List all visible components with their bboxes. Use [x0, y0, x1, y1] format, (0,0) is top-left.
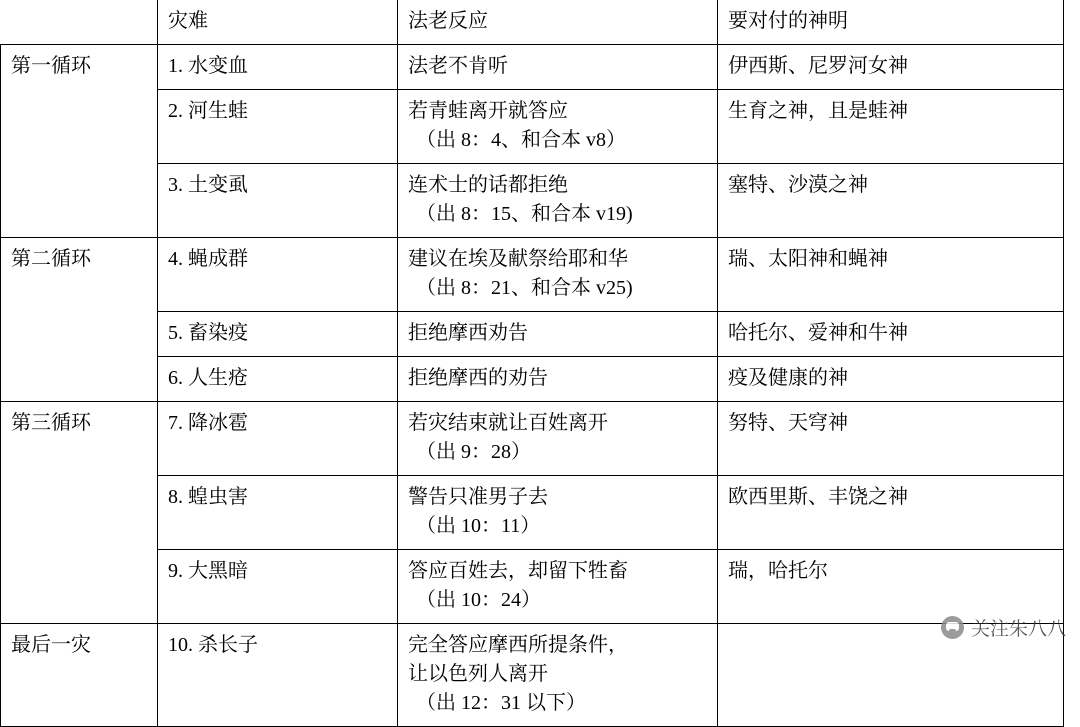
watermark	[941, 614, 1066, 641]
plague-name: 10. 杀长子	[158, 624, 398, 727]
cycle-label-third: 第三循环	[1, 402, 158, 624]
cycle-label-second: 第二循环	[1, 238, 158, 402]
deity-name: 疫及健康的神	[718, 357, 1064, 402]
deity-name: 努特、天穹神	[718, 402, 1064, 476]
reaction-line: 若青蛙离开就答应	[408, 100, 568, 122]
reaction-line: 连术士的话都拒绝	[408, 174, 568, 196]
plague-name: 5. 畜染疫	[158, 312, 398, 357]
pharaoh-reaction	[398, 45, 718, 90]
deity-name: 瑞，哈托尔	[718, 550, 1064, 624]
pharaoh-reaction	[398, 476, 718, 550]
table-row	[1, 357, 1064, 402]
plague-name: 6. 人生疮	[158, 357, 398, 402]
reaction-line: 法老不肯听	[408, 55, 508, 77]
plague-name: 7. 降冰雹	[158, 402, 398, 476]
pharaoh-reaction	[398, 238, 718, 312]
deity-name: 塞特、沙漠之神	[718, 164, 1064, 238]
reaction-line: 完全答应摩西所提条件，	[408, 634, 628, 656]
reaction-reference: （出 8：21、和合本 v25)	[416, 277, 633, 299]
reaction-line: 建议在埃及献祭给耶和华	[408, 248, 628, 270]
table-row	[1, 476, 1064, 550]
pharaoh-reaction	[398, 90, 718, 164]
plague-name: 3. 土变虱	[158, 164, 398, 238]
plague-name: 9. 大黑暗	[158, 550, 398, 624]
wechat-icon	[941, 616, 964, 639]
reaction-reference: （出 8：15、和合本 v19)	[416, 203, 633, 225]
table-row	[1, 402, 1064, 476]
pharaoh-reaction	[398, 312, 718, 357]
reaction-reference: （出 8：4、和合本 v8）	[416, 129, 626, 151]
reaction-line: 若灾结束就让百姓离开	[408, 412, 608, 434]
deity-name: 伊西斯、尼罗河女神	[718, 45, 1064, 90]
reaction-reference: （出 9：28）	[416, 441, 531, 463]
table-row	[1, 238, 1064, 312]
plague-name: 2. 河生蛙	[158, 90, 398, 164]
plague-name: 1. 水变血	[158, 45, 398, 90]
reaction-line: 拒绝摩西劝告	[408, 322, 528, 344]
table-row	[1, 550, 1064, 624]
table-row	[1, 164, 1064, 238]
reaction-line: 让以色列人离开	[408, 663, 548, 685]
pharaoh-reaction	[398, 357, 718, 402]
pharaoh-reaction	[398, 402, 718, 476]
deity-name: 生育之神，且是蛙神	[718, 90, 1064, 164]
cycle-label-final: 最后一灾	[1, 624, 158, 727]
column-header-plague: 灾难	[158, 0, 398, 45]
table-corner-cell	[1, 0, 158, 45]
pharaoh-reaction	[398, 164, 718, 238]
column-header-deity: 要对付的神明	[718, 0, 1064, 45]
reaction-line: 答应百姓去，却留下牲畜	[408, 560, 628, 582]
pharaoh-reaction	[398, 550, 718, 624]
plague-name: 8. 蝗虫害	[158, 476, 398, 550]
watermark-label: 关注朱八八	[970, 619, 1066, 640]
reaction-reference: （出 12：31 以下）	[416, 692, 586, 714]
table-row	[1, 624, 1064, 727]
deity-name: 哈托尔、爱神和牛神	[718, 312, 1064, 357]
table-header-row	[1, 0, 1064, 45]
reaction-reference: （出 10：24）	[416, 589, 541, 611]
plague-name: 4. 蝇成群	[158, 238, 398, 312]
deity-name: 欧西里斯、丰饶之神	[718, 476, 1064, 550]
reaction-line: 拒绝摩西的劝告	[408, 367, 548, 389]
pharaoh-reaction	[398, 624, 718, 727]
deity-name: 瑞、太阳神和蝇神	[718, 238, 1064, 312]
reaction-reference: （出 10：11）	[416, 515, 541, 537]
cycle-label-first: 第一循环	[1, 45, 158, 238]
column-header-reaction: 法老反应	[398, 0, 718, 45]
table-row	[1, 312, 1064, 357]
reaction-line: 警告只准男子去	[408, 486, 548, 508]
table-row	[1, 90, 1064, 164]
table-row	[1, 45, 1064, 90]
